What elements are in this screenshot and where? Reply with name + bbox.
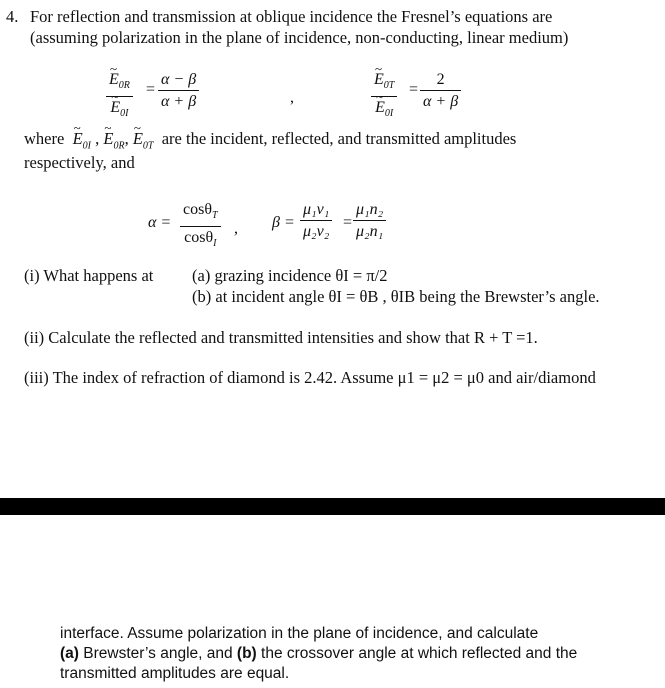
alpha-fraction: cosθ$_T$ cosθ$_I$ bbox=[180, 200, 221, 253]
eq1-lhs-fraction: ~ $E_{0R}$ ~ $E_{0I}$ bbox=[106, 70, 133, 123]
equation-separator: , bbox=[290, 89, 294, 106]
alpha-comma: , bbox=[234, 220, 238, 237]
eq1-equals: = bbox=[146, 81, 156, 98]
beta-equals: = bbox=[343, 214, 353, 231]
beta-fraction-2: μ₁n₂ μ₂n₁ bbox=[353, 200, 386, 241]
eq1-rhs-fraction: α − β α + β bbox=[158, 70, 199, 111]
part-i-a: (a) grazing incidence θI = π/2 bbox=[192, 266, 388, 285]
eq2-equals: = bbox=[409, 81, 419, 98]
continuation-line-1: interface. Assume polarization in the plane of incidence, and calculate bbox=[60, 625, 539, 642]
intro-line-1: For reflection and transmission at oblique incidence the Fresnel’s equations are bbox=[30, 7, 553, 26]
where-line: where ~ $E_{0I}$ , ~ $E_{0R}$, ~ $E_{0T}$ are the incident, reflected, and transmitted amplitudes bbox=[24, 129, 516, 156]
eq2-lhs-fraction: ~ $E_{0T}$ ~ $E_{0I}$ bbox=[371, 70, 397, 123]
part-i-b: (b) at incident angle θI = θB , θIB being the Brewster’s angle. bbox=[192, 287, 600, 306]
beta-fraction-1: μ₁v₁ μ₂v₂ bbox=[300, 200, 332, 241]
alpha-lhs: α = bbox=[148, 214, 172, 231]
divider-band bbox=[0, 498, 665, 515]
intro-line-2: (assuming polarization in the plane of incidence, non-conducting, linear medium) bbox=[30, 28, 569, 47]
beta-lhs: β = bbox=[272, 214, 295, 231]
part-ii: (ii) Calculate the reflected and transmitted intensities and show that R + T =1. bbox=[24, 328, 538, 347]
problem-number: 4. bbox=[6, 7, 19, 26]
part-iii: (iii) The index of refraction of diamond is 2.42. Assume μ1 = μ2 = μ0 and air/diamond bbox=[24, 368, 596, 387]
continuation-line-2: (a) Brewster’s angle, and (b) the crossover angle at which reflected and the bbox=[60, 645, 578, 662]
respectively-line: respectively, and bbox=[24, 153, 135, 172]
eq2-rhs-fraction: 2 α + β bbox=[420, 70, 461, 111]
continuation-line-3: transmitted amplitudes are equal. bbox=[60, 665, 290, 682]
part-i-label: (i) What happens at bbox=[24, 266, 154, 285]
